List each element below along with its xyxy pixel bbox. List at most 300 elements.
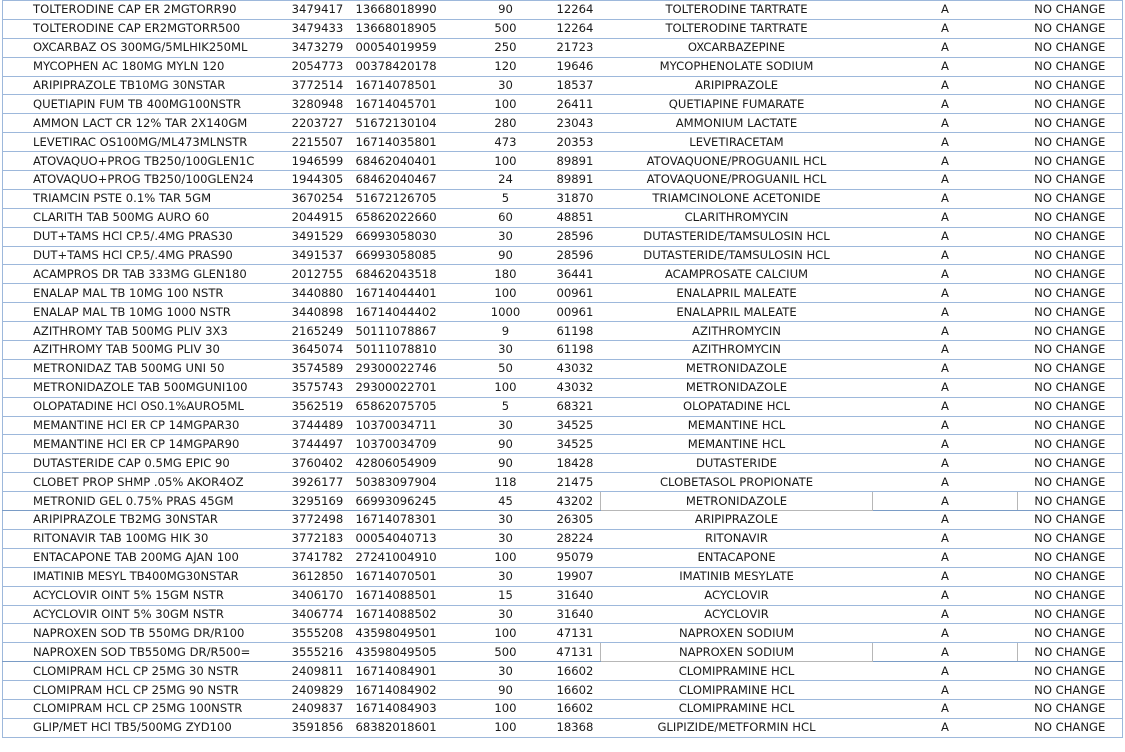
ndc-cell[interactable]: 16714044401 xyxy=(352,284,462,303)
table-row[interactable] xyxy=(3,624,1123,643)
drug-description-cell[interactable]: ENALAP MAL TB 10MG 1000 NSTR xyxy=(3,303,284,322)
status-cell[interactable]: NO CHANGE xyxy=(1018,586,1123,605)
gcn-cell[interactable]: 28596 xyxy=(550,246,601,265)
status-cell[interactable]: NO CHANGE xyxy=(1018,341,1123,360)
gcn-cell[interactable]: 31870 xyxy=(550,189,601,208)
drug-description-cell[interactable]: ATOVAQUO+PROG TB250/100GLEN1C xyxy=(3,152,284,171)
status-cell[interactable]: NO CHANGE xyxy=(1018,511,1123,530)
ndc-cell[interactable]: 00054040713 xyxy=(352,529,462,548)
generic-name-cell[interactable]: ENALAPRIL MALEATE xyxy=(601,284,873,303)
drug-description-cell[interactable]: NAPROXEN SOD TB550MG DR/R500= xyxy=(3,643,284,662)
table-row[interactable] xyxy=(3,341,1123,360)
gcn-cell[interactable]: 34525 xyxy=(550,435,601,454)
status-cell[interactable]: NO CHANGE xyxy=(1018,57,1123,76)
package-size-cell[interactable]: 30 xyxy=(462,567,550,586)
package-size-cell[interactable]: 60 xyxy=(462,208,550,227)
package-size-cell[interactable]: 100 xyxy=(462,284,550,303)
item-code-cell[interactable]: 3440880 xyxy=(284,284,352,303)
item-code-cell[interactable]: 3744489 xyxy=(284,416,352,435)
ndc-cell[interactable]: 16714045701 xyxy=(352,95,462,114)
ndc-cell[interactable]: 68462043518 xyxy=(352,265,462,284)
status-cell[interactable]: NO CHANGE xyxy=(1018,114,1123,133)
ndc-cell[interactable]: 68462040467 xyxy=(352,171,462,190)
status-cell[interactable]: NO CHANGE xyxy=(1018,548,1123,567)
flag-cell[interactable]: A xyxy=(873,435,1018,454)
flag-cell[interactable]: A xyxy=(873,265,1018,284)
flag-cell[interactable]: A xyxy=(873,114,1018,133)
generic-name-cell[interactable]: CLOMIPRAMINE HCL xyxy=(601,681,873,700)
generic-name-cell[interactable]: TOLTERODINE TARTRATE xyxy=(601,19,873,38)
status-cell[interactable]: NO CHANGE xyxy=(1018,171,1123,190)
item-code-cell[interactable]: 2203727 xyxy=(284,114,352,133)
item-code-cell[interactable]: 3406170 xyxy=(284,586,352,605)
generic-name-cell[interactable]: METRONIDAZOLE xyxy=(601,378,873,397)
drug-description-cell[interactable]: METRONIDAZ TAB 500MG UNI 50 xyxy=(3,359,284,378)
generic-name-cell[interactable]: QUETIAPINE FUMARATE xyxy=(601,95,873,114)
generic-name-cell[interactable]: MEMANTINE HCL xyxy=(601,435,873,454)
flag-cell[interactable]: A xyxy=(873,681,1018,700)
item-code-cell[interactable]: 3473279 xyxy=(284,38,352,57)
table-row[interactable] xyxy=(3,529,1123,548)
drug-description-cell[interactable]: ACYCLOVIR OINT 5% 30GM NSTR xyxy=(3,605,284,624)
table-row[interactable] xyxy=(3,605,1123,624)
gcn-cell[interactable]: 18537 xyxy=(550,76,601,95)
ndc-cell[interactable]: 43598049505 xyxy=(352,643,462,662)
generic-name-cell[interactable]: MYCOPHENOLATE SODIUM xyxy=(601,57,873,76)
flag-cell[interactable]: A xyxy=(873,189,1018,208)
ndc-cell[interactable]: 16714070501 xyxy=(352,567,462,586)
table-row[interactable] xyxy=(3,152,1123,171)
ndc-cell[interactable]: 42806054909 xyxy=(352,454,462,473)
item-code-cell[interactable]: 3645074 xyxy=(284,341,352,360)
package-size-cell[interactable]: 30 xyxy=(462,416,550,435)
drug-description-cell[interactable]: ENTACAPONE TAB 200MG AJAN 100 xyxy=(3,548,284,567)
gcn-cell[interactable]: 19646 xyxy=(550,57,601,76)
drug-description-cell[interactable]: ATOVAQUO+PROG TB250/100GLEN24 xyxy=(3,171,284,190)
ndc-cell[interactable]: 00054019959 xyxy=(352,38,462,57)
gcn-cell[interactable]: 19907 xyxy=(550,567,601,586)
status-cell[interactable]: NO CHANGE xyxy=(1018,718,1123,737)
drug-description-cell[interactable]: CLOBET PROP SHMP .05% AKOR4OZ xyxy=(3,473,284,492)
table-row[interactable] xyxy=(3,76,1123,95)
generic-name-cell[interactable]: DUTASTERIDE/TAMSULOSIN HCL xyxy=(601,246,873,265)
gcn-cell[interactable]: 12264 xyxy=(550,1,601,20)
table-row[interactable] xyxy=(3,265,1123,284)
generic-name-cell[interactable]: OXCARBAZEPINE xyxy=(601,38,873,57)
table-row[interactable] xyxy=(3,171,1123,190)
ndc-cell[interactable]: 13668018905 xyxy=(352,19,462,38)
ndc-cell[interactable]: 66993096245 xyxy=(352,492,462,511)
item-code-cell[interactable]: 3760402 xyxy=(284,454,352,473)
drug-description-cell[interactable]: CLOMIPRAM HCL CP 25MG 100NSTR xyxy=(3,699,284,718)
gcn-cell[interactable]: 31640 xyxy=(550,586,601,605)
table-row[interactable] xyxy=(3,57,1123,76)
table-row[interactable] xyxy=(3,95,1123,114)
drug-description-cell[interactable]: AMMON LACT CR 12% TAR 2X140GM xyxy=(3,114,284,133)
generic-name-cell[interactable]: RITONAVIR xyxy=(601,529,873,548)
ndc-cell[interactable]: 68382018601 xyxy=(352,718,462,737)
generic-name-cell[interactable]: ARIPIPRAZOLE xyxy=(601,76,873,95)
status-cell[interactable]: NO CHANGE xyxy=(1018,76,1123,95)
generic-name-cell[interactable]: TOLTERODINE TARTRATE xyxy=(601,1,873,20)
drug-description-cell[interactable]: ENALAP MAL TB 10MG 100 NSTR xyxy=(3,284,284,303)
gcn-cell[interactable]: 61198 xyxy=(550,322,601,341)
table-row[interactable] xyxy=(3,303,1123,322)
generic-name-cell[interactable]: CLOBETASOL PROPIONATE xyxy=(601,473,873,492)
package-size-cell[interactable]: 9 xyxy=(462,322,550,341)
flag-cell[interactable]: A xyxy=(873,567,1018,586)
drug-description-cell[interactable]: OXCARBAZ OS 300MG/5MLHIK250ML xyxy=(3,38,284,57)
table-row[interactable] xyxy=(3,227,1123,246)
ndc-cell[interactable]: 16714084901 xyxy=(352,662,462,681)
generic-name-cell[interactable]: ARIPIPRAZOLE xyxy=(601,511,873,530)
flag-cell[interactable]: A xyxy=(873,208,1018,227)
package-size-cell[interactable]: 90 xyxy=(462,1,550,20)
status-cell[interactable]: NO CHANGE xyxy=(1018,643,1123,662)
drug-description-cell[interactable]: CLOMIPRAM HCL CP 25MG 30 NSTR xyxy=(3,662,284,681)
gcn-cell[interactable]: 16602 xyxy=(550,699,601,718)
flag-cell[interactable]: A xyxy=(873,38,1018,57)
package-size-cell[interactable]: 30 xyxy=(462,227,550,246)
item-code-cell[interactable]: 2054773 xyxy=(284,57,352,76)
gcn-cell[interactable]: 12264 xyxy=(550,19,601,38)
ndc-cell[interactable]: 66993058085 xyxy=(352,246,462,265)
package-size-cell[interactable]: 500 xyxy=(462,643,550,662)
gcn-cell[interactable]: 28224 xyxy=(550,529,601,548)
table-row[interactable] xyxy=(3,586,1123,605)
drug-description-cell[interactable]: TOLTERODINE CAP ER 2MGTORR90 xyxy=(3,1,284,20)
status-cell[interactable]: NO CHANGE xyxy=(1018,95,1123,114)
gcn-cell[interactable]: 20353 xyxy=(550,133,601,152)
flag-cell[interactable]: A xyxy=(873,624,1018,643)
package-size-cell[interactable]: 100 xyxy=(462,624,550,643)
drug-description-cell[interactable]: GLIP/MET HCl TB5/500MG ZYD100 xyxy=(3,718,284,737)
gcn-cell[interactable]: 23043 xyxy=(550,114,601,133)
generic-name-cell[interactable]: DUTASTERIDE/TAMSULOSIN HCL xyxy=(601,227,873,246)
drug-description-cell[interactable]: ACYCLOVIR OINT 5% 15GM NSTR xyxy=(3,586,284,605)
table-row[interactable] xyxy=(3,1,1123,20)
generic-name-cell[interactable]: AZITHROMYCIN xyxy=(601,322,873,341)
package-size-cell[interactable]: 118 xyxy=(462,473,550,492)
drug-description-cell[interactable]: METRONIDAZOLE TAB 500MGUNI100 xyxy=(3,378,284,397)
item-code-cell[interactable]: 3491529 xyxy=(284,227,352,246)
flag-cell[interactable]: A xyxy=(873,95,1018,114)
status-cell[interactable]: NO CHANGE xyxy=(1018,38,1123,57)
package-size-cell[interactable]: 280 xyxy=(462,114,550,133)
drug-description-cell[interactable]: QUETIAPIN FUM TB 400MG100NSTR xyxy=(3,95,284,114)
generic-name-cell[interactable]: OLOPATADINE HCL xyxy=(601,397,873,416)
ndc-cell[interactable]: 16714078301 xyxy=(352,511,462,530)
generic-name-cell[interactable]: NAPROXEN SODIUM xyxy=(601,624,873,643)
drug-description-cell[interactable]: OLOPATADINE HCl OS0.1%AURO5ML xyxy=(3,397,284,416)
status-cell[interactable]: NO CHANGE xyxy=(1018,492,1123,511)
flag-cell[interactable]: A xyxy=(873,548,1018,567)
gcn-cell[interactable]: 21475 xyxy=(550,473,601,492)
item-code-cell[interactable]: 3574589 xyxy=(284,359,352,378)
generic-name-cell[interactable]: AMMONIUM LACTATE xyxy=(601,114,873,133)
package-size-cell[interactable]: 90 xyxy=(462,246,550,265)
flag-cell[interactable]: A xyxy=(873,341,1018,360)
status-cell[interactable]: NO CHANGE xyxy=(1018,378,1123,397)
table-row[interactable] xyxy=(3,492,1123,511)
drug-description-cell[interactable]: MYCOPHEN AC 180MG MYLN 120 xyxy=(3,57,284,76)
drug-description-cell[interactable]: MEMANTINE HCl ER CP 14MGPAR90 xyxy=(3,435,284,454)
package-size-cell[interactable]: 1000 xyxy=(462,303,550,322)
ndc-cell[interactable]: 13668018990 xyxy=(352,1,462,20)
gcn-cell[interactable]: 36441 xyxy=(550,265,601,284)
ndc-cell[interactable]: 50111078810 xyxy=(352,341,462,360)
status-cell[interactable]: NO CHANGE xyxy=(1018,133,1123,152)
gcn-cell[interactable]: 89891 xyxy=(550,152,601,171)
package-size-cell[interactable]: 90 xyxy=(462,454,550,473)
generic-name-cell[interactable]: IMATINIB MESYLATE xyxy=(601,567,873,586)
status-cell[interactable]: NO CHANGE xyxy=(1018,454,1123,473)
status-cell[interactable]: NO CHANGE xyxy=(1018,662,1123,681)
ndc-cell[interactable]: 00378420178 xyxy=(352,57,462,76)
table-row[interactable] xyxy=(3,38,1123,57)
flag-cell[interactable]: A xyxy=(873,605,1018,624)
status-cell[interactable]: NO CHANGE xyxy=(1018,529,1123,548)
gcn-cell[interactable]: 95079 xyxy=(550,548,601,567)
package-size-cell[interactable]: 100 xyxy=(462,95,550,114)
flag-cell[interactable]: A xyxy=(873,227,1018,246)
gcn-cell[interactable]: 34525 xyxy=(550,416,601,435)
generic-name-cell[interactable]: ATOVAQUONE/PROGUANIL HCL xyxy=(601,152,873,171)
package-size-cell[interactable]: 500 xyxy=(462,19,550,38)
ndc-cell[interactable]: 65862022660 xyxy=(352,208,462,227)
ndc-cell[interactable]: 51672130104 xyxy=(352,114,462,133)
item-code-cell[interactable]: 2409837 xyxy=(284,699,352,718)
generic-name-cell[interactable]: CLOMIPRAMINE HCL xyxy=(601,662,873,681)
item-code-cell[interactable]: 3280948 xyxy=(284,95,352,114)
gcn-cell[interactable]: 16602 xyxy=(550,662,601,681)
ndc-cell[interactable]: 16714088501 xyxy=(352,586,462,605)
generic-name-cell[interactable]: CLARITHROMYCIN xyxy=(601,208,873,227)
generic-name-cell[interactable]: ENTACAPONE xyxy=(601,548,873,567)
status-cell[interactable]: NO CHANGE xyxy=(1018,303,1123,322)
item-code-cell[interactable]: 2012755 xyxy=(284,265,352,284)
drug-description-cell[interactable]: CLOMIPRAM HCL CP 25MG 90 NSTR xyxy=(3,681,284,700)
drug-description-cell[interactable]: TRIAMCIN PSTE 0.1% TAR 5GM xyxy=(3,189,284,208)
table-row[interactable] xyxy=(3,718,1123,737)
item-code-cell[interactable]: 1944305 xyxy=(284,171,352,190)
ndc-cell[interactable]: 16714044402 xyxy=(352,303,462,322)
table-row[interactable] xyxy=(3,662,1123,681)
flag-cell[interactable]: A xyxy=(873,699,1018,718)
gcn-cell[interactable]: 43202 xyxy=(550,492,601,511)
flag-cell[interactable]: A xyxy=(873,378,1018,397)
table-row[interactable] xyxy=(3,208,1123,227)
package-size-cell[interactable]: 473 xyxy=(462,133,550,152)
status-cell[interactable]: NO CHANGE xyxy=(1018,189,1123,208)
status-cell[interactable]: NO CHANGE xyxy=(1018,681,1123,700)
generic-name-cell[interactable]: ACAMPROSATE CALCIUM xyxy=(601,265,873,284)
item-code-cell[interactable]: 3772514 xyxy=(284,76,352,95)
package-size-cell[interactable]: 100 xyxy=(462,378,550,397)
gcn-cell[interactable]: 48851 xyxy=(550,208,601,227)
status-cell[interactable]: NO CHANGE xyxy=(1018,699,1123,718)
generic-name-cell[interactable]: AZITHROMYCIN xyxy=(601,341,873,360)
package-size-cell[interactable]: 30 xyxy=(462,662,550,681)
status-cell[interactable]: NO CHANGE xyxy=(1018,1,1123,20)
gcn-cell[interactable]: 68321 xyxy=(550,397,601,416)
flag-cell[interactable]: A xyxy=(873,643,1018,662)
flag-cell[interactable]: A xyxy=(873,303,1018,322)
gcn-cell[interactable]: 00961 xyxy=(550,303,601,322)
status-cell[interactable]: NO CHANGE xyxy=(1018,397,1123,416)
generic-name-cell[interactable]: METRONIDAZOLE xyxy=(601,492,873,511)
generic-name-cell[interactable]: MEMANTINE HCL xyxy=(601,416,873,435)
item-code-cell[interactable]: 3406774 xyxy=(284,605,352,624)
drug-description-cell[interactable]: MEMANTINE HCl ER CP 14MGPAR30 xyxy=(3,416,284,435)
flag-cell[interactable]: A xyxy=(873,246,1018,265)
generic-name-cell[interactable]: LEVETIRACETAM xyxy=(601,133,873,152)
gcn-cell[interactable]: 89891 xyxy=(550,171,601,190)
drug-description-cell[interactable]: ACAMPROS DR TAB 333MG GLEN180 xyxy=(3,265,284,284)
gcn-cell[interactable]: 47131 xyxy=(550,643,601,662)
table-row[interactable] xyxy=(3,284,1123,303)
package-size-cell[interactable]: 15 xyxy=(462,586,550,605)
ndc-cell[interactable]: 43598049501 xyxy=(352,624,462,643)
ndc-cell[interactable]: 66993058030 xyxy=(352,227,462,246)
package-size-cell[interactable]: 100 xyxy=(462,718,550,737)
table-row[interactable] xyxy=(3,473,1123,492)
generic-name-cell[interactable]: CLOMIPRAMINE HCL xyxy=(601,699,873,718)
flag-cell[interactable]: A xyxy=(873,511,1018,530)
status-cell[interactable]: NO CHANGE xyxy=(1018,152,1123,171)
drug-description-cell[interactable]: NAPROXEN SOD TB 550MG DR/R100 xyxy=(3,624,284,643)
item-code-cell[interactable]: 2215507 xyxy=(284,133,352,152)
item-code-cell[interactable]: 2165249 xyxy=(284,322,352,341)
package-size-cell[interactable]: 90 xyxy=(462,681,550,700)
drug-description-cell[interactable]: DUT+TAMS HCl CP.5/.4MG PRAS90 xyxy=(3,246,284,265)
gcn-cell[interactable]: 31640 xyxy=(550,605,601,624)
gcn-cell[interactable]: 21723 xyxy=(550,38,601,57)
drug-description-cell[interactable]: ARIPIPRAZOLE TB2MG 30NSTAR xyxy=(3,511,284,530)
status-cell[interactable]: NO CHANGE xyxy=(1018,359,1123,378)
generic-name-cell[interactable]: ATOVAQUONE/PROGUANIL HCL xyxy=(601,171,873,190)
gcn-cell[interactable]: 18368 xyxy=(550,718,601,737)
status-cell[interactable]: NO CHANGE xyxy=(1018,416,1123,435)
flag-cell[interactable]: A xyxy=(873,152,1018,171)
status-cell[interactable]: NO CHANGE xyxy=(1018,227,1123,246)
flag-cell[interactable]: A xyxy=(873,492,1018,511)
table-row[interactable] xyxy=(3,643,1123,662)
flag-cell[interactable]: A xyxy=(873,529,1018,548)
generic-name-cell[interactable]: ENALAPRIL MALEATE xyxy=(601,303,873,322)
drug-description-cell[interactable]: AZITHROMY TAB 500MG PLIV 30 xyxy=(3,341,284,360)
flag-cell[interactable]: A xyxy=(873,718,1018,737)
package-size-cell[interactable]: 100 xyxy=(462,152,550,171)
gcn-cell[interactable]: 26305 xyxy=(550,511,601,530)
drug-description-cell[interactable]: IMATINIB MESYL TB400MG30NSTAR xyxy=(3,567,284,586)
table-row[interactable] xyxy=(3,548,1123,567)
status-cell[interactable]: NO CHANGE xyxy=(1018,284,1123,303)
flag-cell[interactable]: A xyxy=(873,76,1018,95)
package-size-cell[interactable]: 30 xyxy=(462,529,550,548)
gcn-cell[interactable]: 28596 xyxy=(550,227,601,246)
ndc-cell[interactable]: 29300022746 xyxy=(352,359,462,378)
table-row[interactable] xyxy=(3,322,1123,341)
flag-cell[interactable]: A xyxy=(873,322,1018,341)
item-code-cell[interactable]: 3591856 xyxy=(284,718,352,737)
table-row[interactable] xyxy=(3,681,1123,700)
table-row[interactable] xyxy=(3,189,1123,208)
flag-cell[interactable]: A xyxy=(873,171,1018,190)
gcn-cell[interactable]: 61198 xyxy=(550,341,601,360)
table-row[interactable] xyxy=(3,416,1123,435)
ndc-cell[interactable]: 51672126705 xyxy=(352,189,462,208)
table-row[interactable] xyxy=(3,359,1123,378)
gcn-cell[interactable]: 43032 xyxy=(550,378,601,397)
ndc-cell[interactable]: 16714088502 xyxy=(352,605,462,624)
package-size-cell[interactable]: 30 xyxy=(462,341,550,360)
ndc-cell[interactable]: 10370034711 xyxy=(352,416,462,435)
package-size-cell[interactable]: 24 xyxy=(462,171,550,190)
gcn-cell[interactable]: 18428 xyxy=(550,454,601,473)
flag-cell[interactable]: A xyxy=(873,416,1018,435)
flag-cell[interactable]: A xyxy=(873,473,1018,492)
package-size-cell[interactable]: 100 xyxy=(462,548,550,567)
generic-name-cell[interactable]: ACYCLOVIR xyxy=(601,586,873,605)
status-cell[interactable]: NO CHANGE xyxy=(1018,473,1123,492)
item-code-cell[interactable]: 3575743 xyxy=(284,378,352,397)
flag-cell[interactable]: A xyxy=(873,586,1018,605)
ndc-cell[interactable]: 65862075705 xyxy=(352,397,462,416)
package-size-cell[interactable]: 30 xyxy=(462,511,550,530)
item-code-cell[interactable]: 3295169 xyxy=(284,492,352,511)
item-code-cell[interactable]: 3772498 xyxy=(284,511,352,530)
table-row[interactable] xyxy=(3,378,1123,397)
generic-name-cell[interactable]: GLIPIZIDE/METFORMIN HCL xyxy=(601,718,873,737)
package-size-cell[interactable]: 30 xyxy=(462,76,550,95)
gcn-cell[interactable]: 43032 xyxy=(550,359,601,378)
flag-cell[interactable]: A xyxy=(873,19,1018,38)
table-row[interactable] xyxy=(3,567,1123,586)
package-size-cell[interactable]: 5 xyxy=(462,397,550,416)
package-size-cell[interactable]: 100 xyxy=(462,699,550,718)
item-code-cell[interactable]: 3555208 xyxy=(284,624,352,643)
table-row[interactable] xyxy=(3,699,1123,718)
table-row[interactable] xyxy=(3,454,1123,473)
item-code-cell[interactable]: 3491537 xyxy=(284,246,352,265)
gcn-cell[interactable]: 00961 xyxy=(550,284,601,303)
ndc-cell[interactable]: 16714084903 xyxy=(352,699,462,718)
drug-description-cell[interactable]: RITONAVIR TAB 100MG HIK 30 xyxy=(3,529,284,548)
status-cell[interactable]: NO CHANGE xyxy=(1018,208,1123,227)
generic-name-cell[interactable]: DUTASTERIDE xyxy=(601,454,873,473)
table-row[interactable] xyxy=(3,397,1123,416)
item-code-cell[interactable]: 3555216 xyxy=(284,643,352,662)
flag-cell[interactable]: A xyxy=(873,397,1018,416)
item-code-cell[interactable]: 3440898 xyxy=(284,303,352,322)
generic-name-cell[interactable]: ACYCLOVIR xyxy=(601,605,873,624)
item-code-cell[interactable]: 3744497 xyxy=(284,435,352,454)
flag-cell[interactable]: A xyxy=(873,284,1018,303)
drug-description-cell[interactable]: LEVETIRAC OS100MG/ML473MLNSTR xyxy=(3,133,284,152)
table-row[interactable] xyxy=(3,114,1123,133)
ndc-cell[interactable]: 16714078501 xyxy=(352,76,462,95)
status-cell[interactable]: NO CHANGE xyxy=(1018,435,1123,454)
package-size-cell[interactable]: 30 xyxy=(462,605,550,624)
item-code-cell[interactable]: 3479417 xyxy=(284,1,352,20)
gcn-cell[interactable]: 47131 xyxy=(550,624,601,643)
gcn-cell[interactable]: 16602 xyxy=(550,681,601,700)
flag-cell[interactable]: A xyxy=(873,133,1018,152)
item-code-cell[interactable]: 3479433 xyxy=(284,19,352,38)
item-code-cell[interactable]: 3926177 xyxy=(284,473,352,492)
flag-cell[interactable]: A xyxy=(873,1,1018,20)
